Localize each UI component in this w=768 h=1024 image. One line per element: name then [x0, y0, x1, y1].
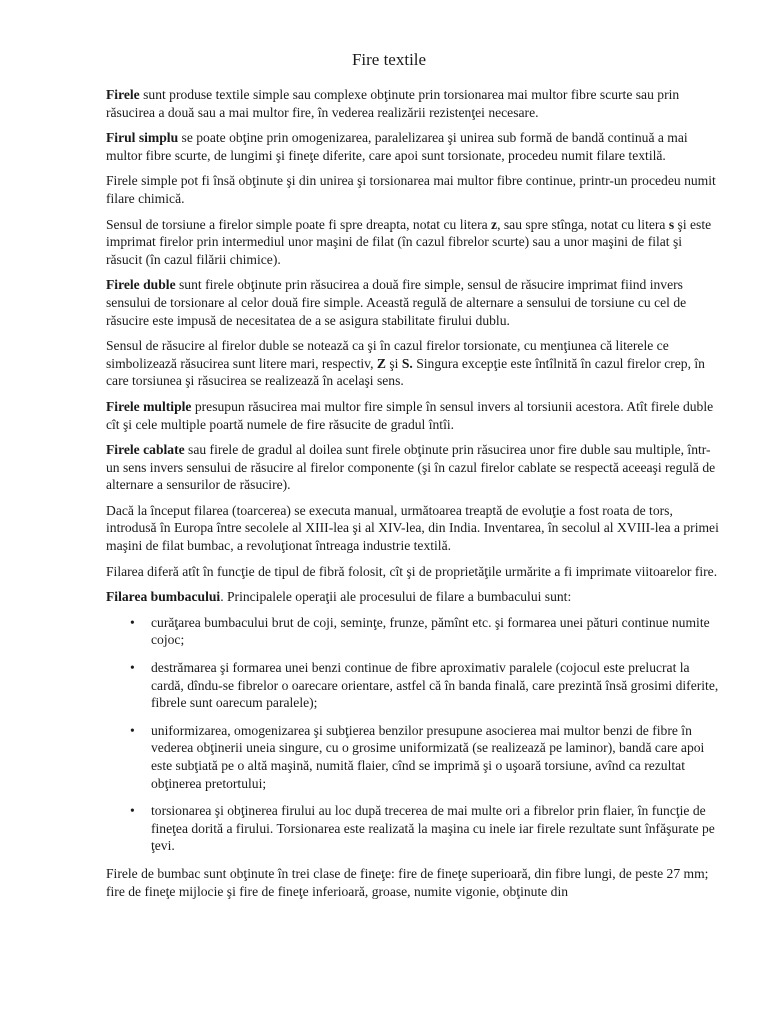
paragraph-sens-torsiune: [106, 216, 720, 269]
bullet-icon: •: [130, 803, 135, 819]
paragraph-text: sau firele de gradul al doilea sunt firele obţinute prin răsucirea unor fire duble sau multiple, într-un sens invers sensului de răsucire al firelor componente (şi în cazul firelor cablate se respectă aceeaşi regulă de alternare a sensurilor de răsucire).: [106, 442, 716, 493]
paragraph-text: şi: [385, 355, 402, 371]
list-item: [130, 659, 720, 712]
letter-s: s: [668, 216, 675, 232]
paragraph-text: şi este imprimat firelor prin intermediul unor maşini de filat (în cazul fibrelor scurte) sau a unor maşini de filat şi răsucit (în cazul filării chimice).: [106, 216, 712, 267]
paragraph-firele-multiple: [106, 398, 720, 433]
term-firele-duble: Firele duble: [106, 277, 176, 293]
letter-z: z: [491, 216, 498, 232]
list-item: [130, 614, 720, 649]
paragraph-filare-chimica: Firele simple pot fi însă obţinute şi din unirea şi torsionarea mai multor fibre continue, printr-un procedeu numit filare chimică.: [106, 173, 716, 206]
paragraph-text: Sensul de torsiune a firelor simple poate fi spre dreapta, notat cu litera: [106, 216, 492, 232]
paragraph-firul-simplu: [106, 129, 720, 164]
paragraph-text: presupun răsucirea mai multor fire simple în sensul invers al torsiunii acestora. Atît firele duble cît şi cele multiple poartă numele de fire răsucite de gradul întîi.: [106, 398, 714, 432]
list-item: [130, 722, 720, 792]
paragraph-text: Sensul de răsucire al firelor duble se notează ca şi în cazul firelor torsionate, cu menţiunea că literele ce simbolizează răsucirea sunt litere mari, respectiv,: [106, 338, 669, 371]
paragraph-text: Singura excepţie este întîlnită în cazul firelor crep, în care torsiunea şi răsucirea se realizează în acelaşi sens.: [106, 355, 705, 389]
list-item: [130, 802, 720, 855]
list-item-text: curăţarea bumbacului brut de coji, seminţe, frunze, pămînt etc. şi formarea unei pături continue numite cojoc;: [151, 614, 710, 648]
paragraph-text: sunt produse textile simple sau complexe obţinute prin torsionarea mai multor fibre scurte sau prin răsucirea a două sau a mai multor fire, în vederea realizării rezistenţei necesare.: [106, 87, 680, 120]
paragraph-filarea-bumbacului: [106, 588, 720, 606]
paragraph-istoric: Dacă la început filarea (toarcerea) se executa manual, următoarea treaptă de evoluţie a fost roata de tors, introdusă în Europa între secolele al XIII-lea şi al XIV-lea, din India. Inventarea, în secolul al XVIII-lea a primei maşini de filat bumbac, a revoluţionat întreaga industrie textilă.: [106, 502, 719, 554]
term-firele-multiple: Firele multiple: [106, 398, 192, 414]
paragraph-sens-rasucire: [106, 337, 720, 390]
page-title: Fire textile: [351, 50, 427, 69]
paragraph-text: . Principalele operaţii ale procesului de filare a bumbacului sunt:: [220, 589, 572, 605]
term-firele: Firele: [106, 87, 140, 102]
paragraph-clase-finete: Firele de bumbac sunt obţinute în trei clase de fineţe: fire de fineţe superioară, din fibre lungi, de peste 27 mm; fire de fineţe mijlocie şi fire de fineţe inferioară, groase, numite vigonie, obţinute din: [106, 865, 709, 899]
paragraph-firele: [106, 86, 720, 121]
term-firul-simplu: Firul simplu: [106, 130, 179, 146]
paragraph-text: se poate obţine prin omogenizarea, paralelizarea şi unirea sub formă de bandă continuă a mai multor fibre scurte, de lungimi şi fineţe diferite, care apoi sunt torsionate, procedeu numit filare textilă.: [106, 130, 688, 163]
letter-Z: Z: [376, 355, 386, 371]
bullet-icon: •: [130, 722, 135, 738]
paragraph-firele-duble: [106, 276, 720, 329]
operations-list: [106, 614, 720, 855]
paragraph-text: sunt firele obţinute prin răsucirea a două fire simple, sensul de răsucire imprimat fiind invers sensului de torsionare al celor două fire simple. Această regulă de alternare a sensului de torsiune cu cel de răsucire este impusă de necesitatea de a se asigura stabilitate firului dublu.: [106, 277, 687, 328]
bullet-icon: •: [130, 660, 135, 676]
list-item-text: uniformizarea, omogenizarea şi subţierea benzilor presupune asocierea mai multor benzi de fibre în vederea obţinerii uneia singure, cu o grosime uniformizată (se realizează pe laminor), bandă care apoi este subţiată pe o altă maşină, numită flaier, cînd se imprimă şi o uşoară torsiune, avînd ca rezultat obţinerea pretortului;: [151, 722, 705, 791]
list-item-text: torsionarea şi obţinerea firului au loc după trecerea de mai multe ori a fibrelor prin flaier, în funcţie de fineţea dorită a firului. Torsionarea este realizată la maşina cu inele iar firele rezultate sunt înfăşurate pe ţevi.: [151, 803, 715, 854]
list-item-text: destrămarea şi formarea unei benzi continue de fibre aproximativ paralele (cojocul este prelucrat la cardă, dîndu-se fibrelor o oarecare orientare, astfel că în banda finală, care prezintă însă grosimi diferite, fibrele sunt oarecum paralele);: [151, 660, 719, 711]
paragraph-filarea-difera: Filarea diferă atît în funcţie de tipul de fibră folosit, cît şi de proprietăţile urmărite a fi imprimate viitoarelor fire.: [106, 563, 718, 579]
letter-S: S.: [401, 355, 413, 371]
bullet-icon: •: [130, 614, 135, 630]
term-filarea-bumbacului: Filarea bumbacului: [106, 589, 221, 605]
term-firele-cablate: Firele cablate: [106, 442, 185, 458]
paragraph-text: , sau spre stînga, notat cu litera: [497, 216, 669, 232]
paragraph-firele-cablate: [106, 441, 720, 494]
